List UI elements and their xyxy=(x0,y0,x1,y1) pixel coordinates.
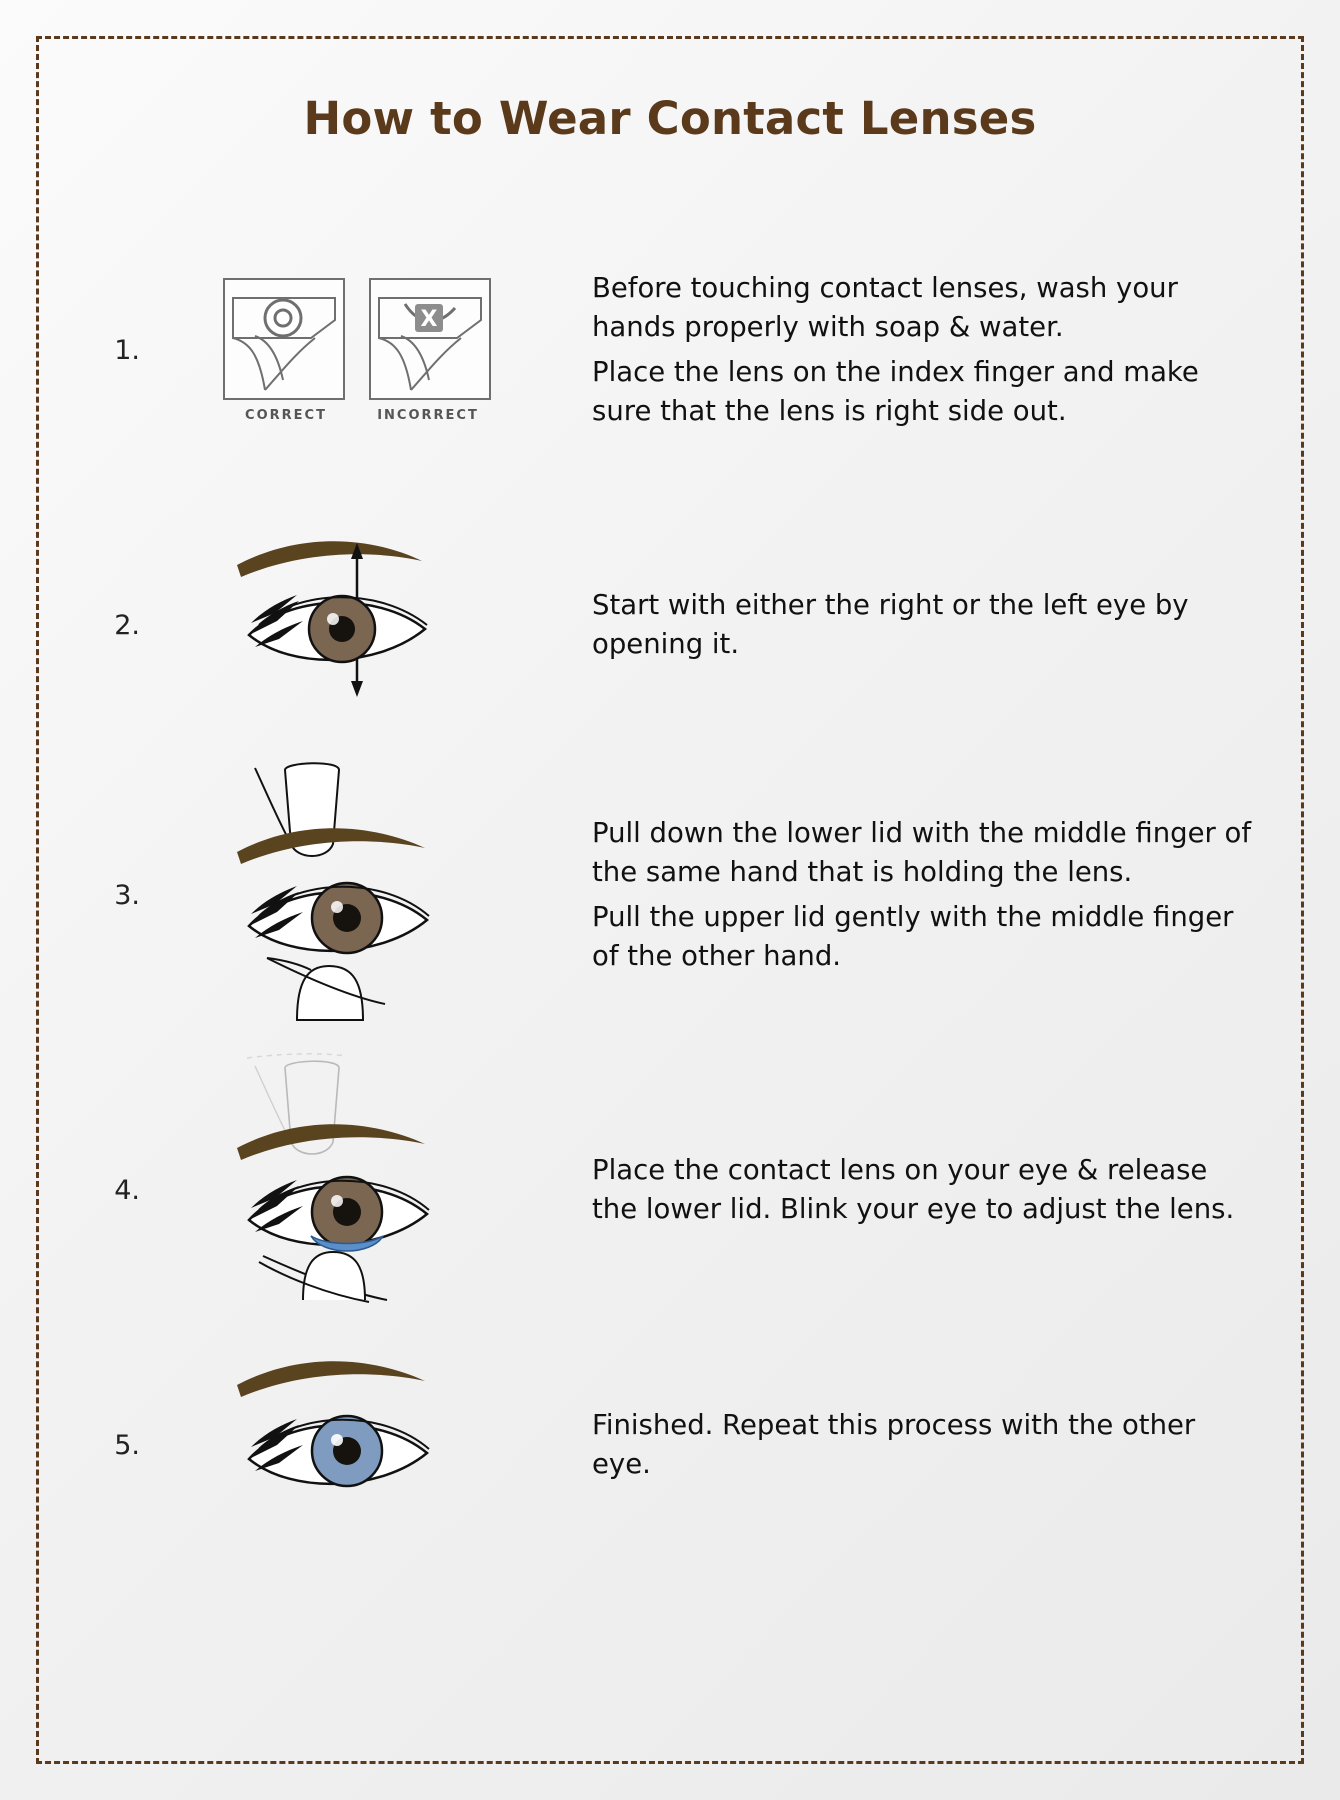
list-item xyxy=(90,1340,1260,1550)
step-3-illustration xyxy=(152,760,562,1030)
step-number: 2. xyxy=(114,609,140,641)
incorrect-label: INCORRECT xyxy=(377,407,479,423)
list-item xyxy=(90,500,1260,750)
steps-list xyxy=(90,200,1260,1550)
list-item xyxy=(90,200,1260,500)
correct-label: CORRECT xyxy=(245,407,327,423)
open-eye-icon xyxy=(207,525,507,725)
step-paragraph: Finished. Repeat this process with the other eye. xyxy=(592,1408,1196,1480)
svg-text:X: X xyxy=(420,306,438,332)
step-number: 4. xyxy=(114,1174,140,1206)
step-5-illustration xyxy=(152,1355,562,1535)
step-paragraph: Place the lens on the index finger and make sure that the lens is right side out. xyxy=(592,356,1199,428)
page-title: How to Wear Contact Lenses xyxy=(303,92,1037,145)
step-text xyxy=(562,814,1260,976)
step-number: 5. xyxy=(114,1429,140,1461)
step-4-illustration xyxy=(152,1050,562,1330)
list-item xyxy=(90,750,1260,1040)
incorrect-lens-icon xyxy=(369,278,491,400)
lens-placement-icon xyxy=(207,1050,507,1330)
step-text xyxy=(562,1151,1260,1229)
step-number: 1. xyxy=(114,334,140,366)
step-paragraph: Pull the upper lid gently with the middle finger of the other hand. xyxy=(592,901,1234,973)
step-text xyxy=(562,586,1260,664)
step-2-illustration xyxy=(152,525,562,725)
step-paragraph: Start with either the right or the left eye by opening it. xyxy=(592,588,1189,660)
finished-eye-icon xyxy=(207,1355,507,1535)
step-1-illustration xyxy=(152,278,562,423)
list-item xyxy=(90,1040,1260,1340)
correct-lens-icon xyxy=(223,278,345,400)
eye-with-fingers-icon xyxy=(207,760,507,1030)
step-text xyxy=(562,269,1260,431)
step-text xyxy=(562,1406,1260,1484)
step-number: 3. xyxy=(114,879,140,911)
step-paragraph: Before touching contact lenses, wash your hands properly with soap & water. xyxy=(592,271,1178,343)
step-paragraph: Place the contact lens on your eye & release the lower lid. Blink your eye to adjust the lens. xyxy=(592,1153,1235,1225)
step-paragraph: Pull down the lower lid with the middle finger of the same hand that is holding the lens. xyxy=(592,816,1252,888)
